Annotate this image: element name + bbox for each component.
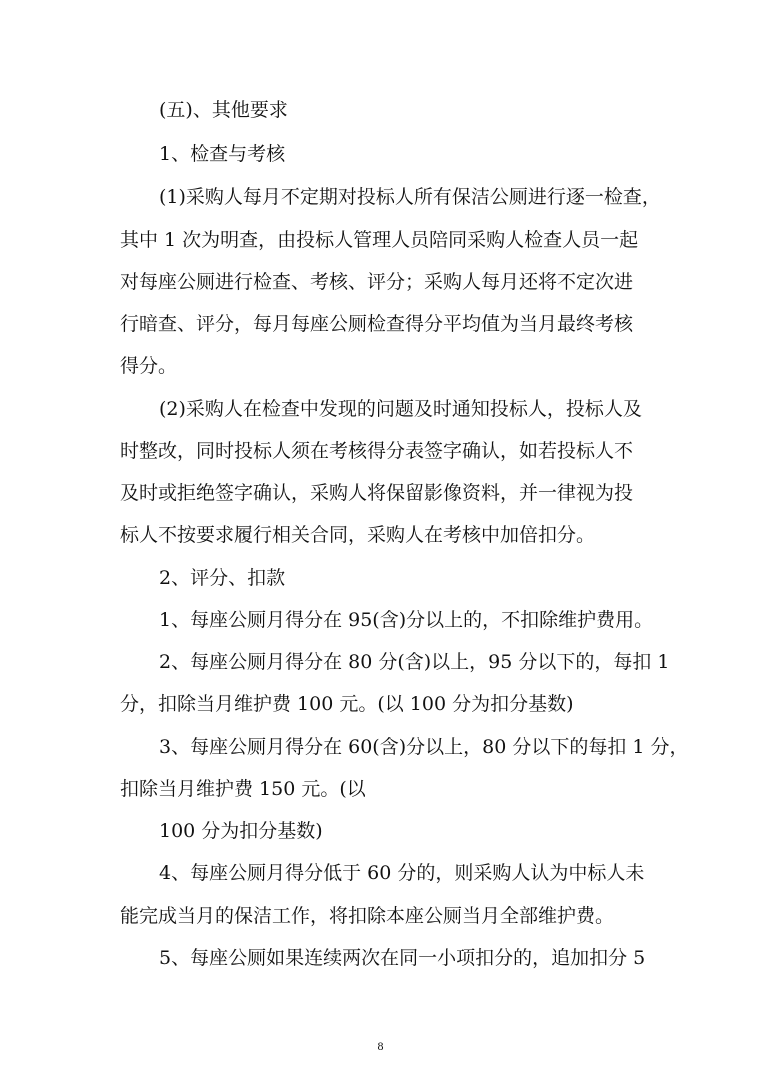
paragraph-line: 及时或拒绝签字确认，采购人将保留影像资料，并一律视为投 [120, 482, 634, 504]
paragraph-line: 100 分为扣分基数) [159, 820, 323, 842]
paragraph-line: (1)采购人每月不定期对投标人所有保洁公厕进行逐一检查， [159, 186, 661, 208]
paragraph-line: 时整改，同时投标人须在考核得分表签字确认，如若投标人不 [120, 440, 634, 462]
subsection-heading: 1、检查与考核 [159, 143, 286, 165]
paragraph-line: 5、每座公厕如果连续两次在同一小项扣分的，追加扣分 5 [159, 947, 646, 969]
paragraph-line: (2)采购人在检查中发现的问题及时通知投标人，投标人及 [159, 398, 642, 420]
page-number: 8 [377, 1039, 384, 1053]
paragraph-line: 1、每座公厕月得分在 95(含)分以上的，不扣除维护费用。 [159, 609, 654, 631]
paragraph-line: 对每座公厕进行检查、考核、评分；采购人每月还将不定次进 [120, 271, 634, 293]
paragraph-line: 3、每座公厕月得分在 60(含)分以上，80 分以下的每扣 1 分， [159, 736, 689, 758]
paragraph-line: 分，扣除当月维护费 100 元。(以 100 分为扣分基数) [120, 693, 574, 715]
paragraph-line: 能完成当月的保洁工作，将扣除本座公厕当月全部维护费。 [120, 905, 615, 927]
section-heading: (五)、其他要求 [159, 99, 288, 121]
paragraph-line: 行暗查、评分，每月每座公厕检查得分平均值为当月最终考核 [120, 313, 634, 335]
paragraph-line: 其中 1 次为明查，由投标人管理人员陪同采购人检查人员一起 [120, 229, 639, 251]
paragraph-line: 2、每座公厕月得分在 80 分(含)以上，95 分以下的，每扣 1 [159, 651, 670, 673]
subsection-heading: 2、评分、扣款 [159, 567, 286, 589]
paragraph-line: 标人不按要求履行相关合同，采购人在考核中加倍扣分。 [120, 524, 596, 546]
paragraph-line: 扣除当月维护费 150 元。(以 [120, 778, 366, 800]
paragraph-line: 得分。 [120, 355, 178, 377]
paragraph-line: 4、每座公厕月得分低于 60 分的，则采购人认为中标人未 [159, 862, 645, 884]
